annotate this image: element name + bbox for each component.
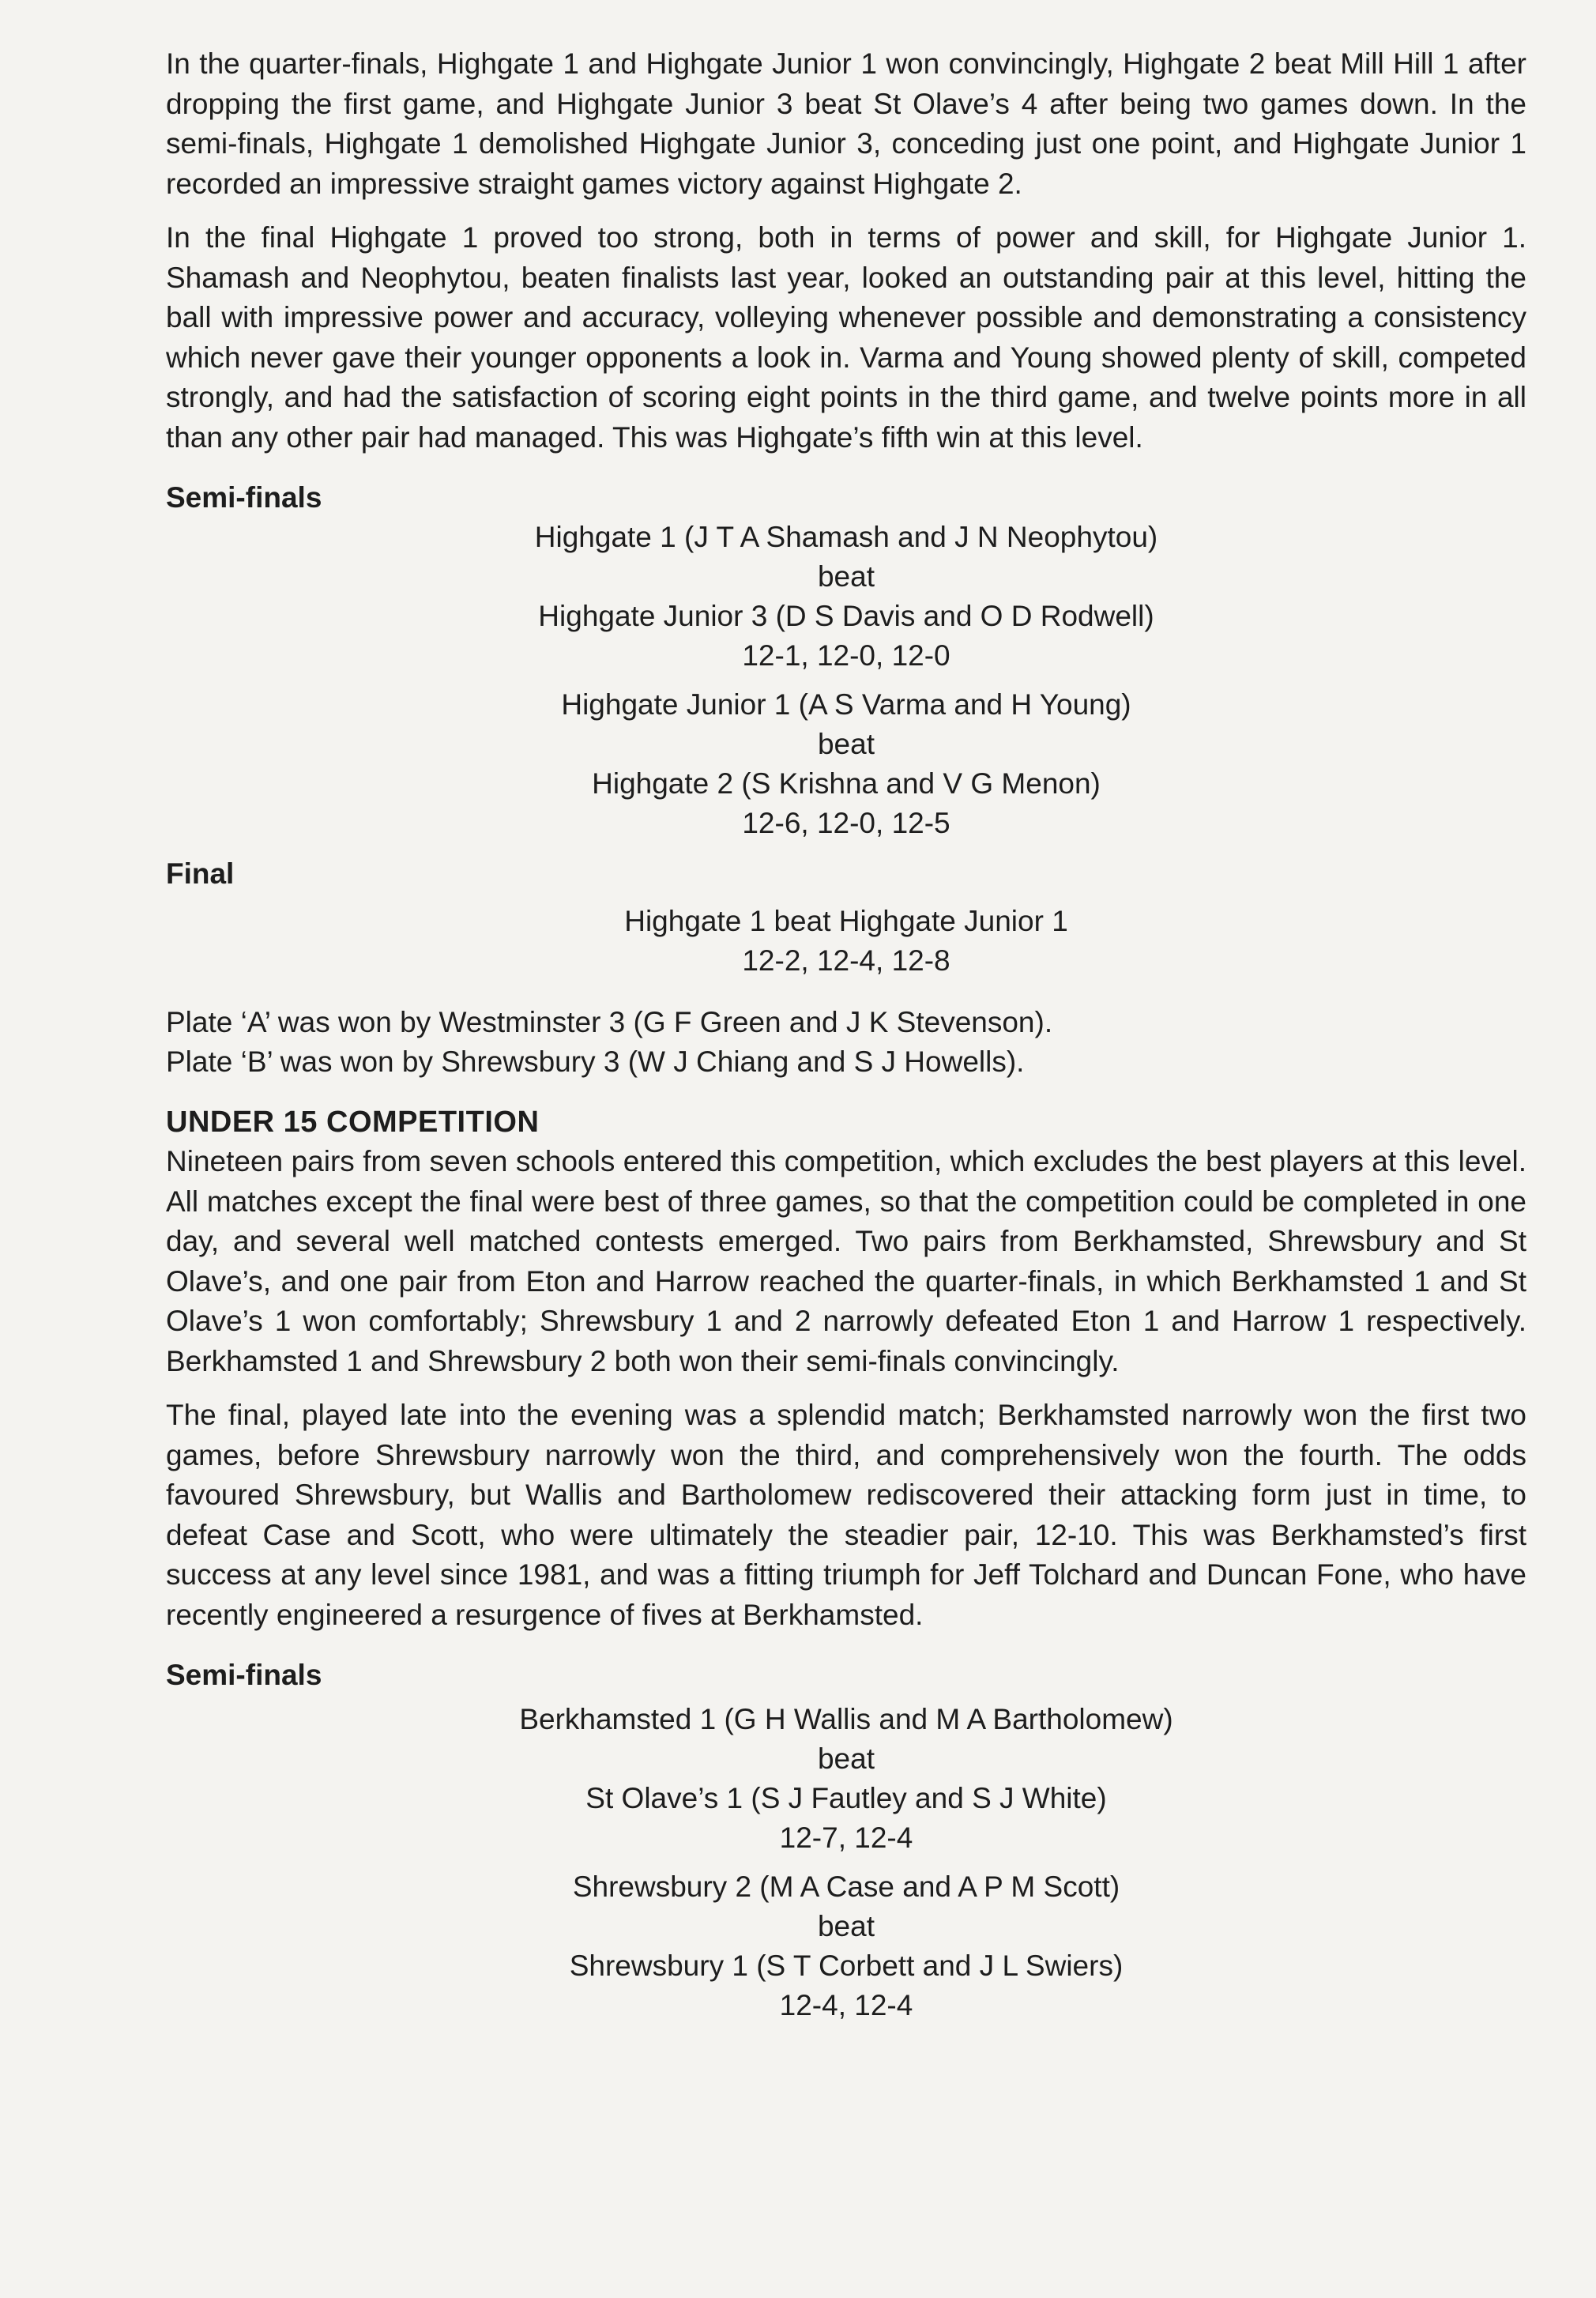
under15-semi-final-match-1 [166,1700,1526,1858]
final-heading: Final [166,857,235,890]
match-loser: Highgate 2 (S Krishna and V G Menon) [592,767,1101,800]
match-beat: beat [817,1910,875,1942]
match-loser: Shrewsbury 1 (S T Corbett and J L Swiers) [569,1950,1124,1982]
match-loser: Highgate Junior 3 (D S Davis and O D Rodwell) [538,600,1154,632]
plate-a: Plate ‘A’ was won by Westminster 3 (G F Green and J K Stevenson). [166,1006,1053,1038]
match-beat: beat [817,1742,875,1775]
semi-final-match-1 [166,518,1526,676]
document-page [166,44,1526,2025]
under15-paragraph-2: The final, played late into the evening was a splendid match; Berkhamsted narrowly won the first two games, before Shrewsbury narrowly won the third, and comprehensively won the fourth. The odds favoured Shrewsbury, but Wallis and Bartholomew rediscovered their attacking form just in time, to defeat Case and Scott, who were ultimately the steadier pair, 12-10. This was Berkhamsted’s first success at any level since 1981, and was a fitting triumph for Jeff Tolchard and Duncan Fone, who have recently engineered a resurgence of fives at Berkhamsted. [166,1399,1526,1631]
match-score: 12-7, 12-4 [779,1821,913,1854]
plates [166,1003,1526,1082]
final-result: Highgate 1 beat Highgate Junior 1 [624,905,1068,937]
intro-paragraph-2: In the final Highgate 1 proved too strong, both in terms of power and skill, for Highgate Junior 1. Shamash and Neophytou, beaten finalists last year, looked an outstanding pair at this level, hitting the ball with impressive power and accuracy, volleying whenever possible and demonstrating a consistency which never gave their younger opponents a look in. Varma and Young showed plenty of skill, competed strongly, and had the satisfaction of scoring eight points in the third game, and twelve points more in all than any other pair had managed. This was Highgate’s fifth win at this level. [166,221,1526,454]
under15-semi-final-match-2 [166,1867,1526,2025]
intro-paragraph-1: In the quarter-finals, Highgate 1 and Highgate Junior 1 won convincingly, Highgate 2 beat Mill Hill 1 after dropping the first game, and Highgate Junior 3 beat St Olave’s 4 after being two games down. In the semi-finals, Highgate 1 demolished Highgate Junior 3, conceding just one point, and Highgate Junior 1 recorded an impressive straight games victory against Highgate 2. [166,47,1526,200]
match-beat: beat [817,728,875,760]
match-winner: Berkhamsted 1 (G H Wallis and M A Bartholomew) [519,1703,1173,1735]
under15-semi-finals-heading: Semi-finals [166,1659,322,1691]
semi-final-match-2 [166,685,1526,843]
match-loser: St Olave’s 1 (S J Fautley and S J White) [585,1782,1107,1814]
match-winner: Shrewsbury 2 (M A Case and A P M Scott) [572,1870,1120,1903]
final-score: 12-2, 12-4, 12-8 [742,944,950,977]
match-beat: beat [817,560,875,593]
match-score: 12-1, 12-0, 12-0 [742,639,950,672]
match-winner: Highgate Junior 1 (A S Varma and H Young) [561,688,1131,721]
plate-b: Plate ‘B’ was won by Shrewsbury 3 (W J Chiang and S J Howells). [166,1045,1025,1078]
match-winner: Highgate 1 (J T A Shamash and J N Neophytou) [534,521,1158,553]
under15-heading: UNDER 15 COMPETITION [166,1106,540,1139]
match-score: 12-6, 12-0, 12-5 [742,807,950,839]
match-score: 12-4, 12-4 [779,1989,913,2021]
final-match [166,902,1526,981]
under15-paragraph-1: Nineteen pairs from seven schools entered this competition, which excludes the best players at this level. All matches except the final were best of three games, so that the competition could be completed in one day, and several well matched contests emerged. Two pairs from Berkhamsted, Shrewsbury and St Olave’s, and one pair from Eton and Harrow reached the quarter-finals, in which Berkhamsted 1 and St Olave’s 1 won comfortably; Shrewsbury 1 and 2 narrowly defeated Eton 1 and Harrow 1 respectively. Berkhamsted 1 and Shrewsbury 2 both won their semi-finals convincingly. [166,1145,1526,1377]
semi-finals-heading: Semi-finals [166,481,322,514]
